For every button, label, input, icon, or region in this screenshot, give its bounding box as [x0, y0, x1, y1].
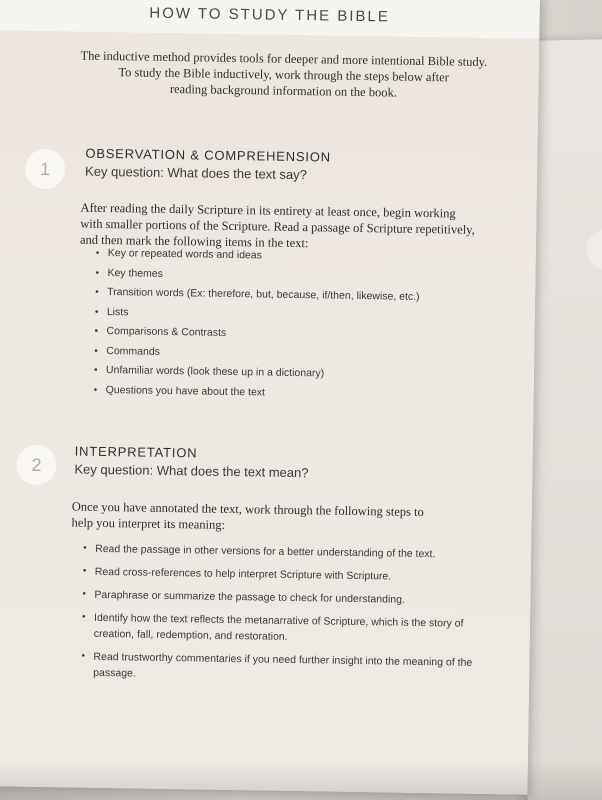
- list-item: • Commands: [94, 341, 419, 366]
- page-header: [0, 0, 540, 39]
- paragraph-line: and then mark the following items in the text:: [79, 232, 309, 251]
- bullet-icon: •: [93, 384, 98, 396]
- intro-line: reading background information on the book.: [169, 81, 398, 100]
- page-title: HOW TO STUDY THE BIBLE: [149, 4, 390, 26]
- bullet-icon: •: [82, 611, 86, 623]
- bullet-icon: •: [94, 345, 98, 357]
- paragraph-line: After reading the daily Scripture in its entirety at least once, begin working: [80, 200, 456, 221]
- paragraph-line: Once you have annotated the text, work through the following steps to: [71, 499, 424, 520]
- paragraph-line: with smaller portions of the Scripture. Read a passage of Scripture repetitively,: [80, 216, 475, 237]
- key-question-interpretation: Key question: What does the text mean?: [74, 461, 309, 481]
- bullet-icon: •: [93, 364, 98, 376]
- list-item: • Paraphrase or summarize the passage to check for understanding.: [82, 588, 406, 606]
- bullet-icon: •: [95, 267, 100, 279]
- key-question-observation: Key question: What does the text say?: [84, 163, 308, 183]
- intro-paragraph: [73, 47, 494, 102]
- list-item: • Unfamiliar words (look these up in a dictionary): [94, 361, 419, 386]
- list-item: • Questions you have about the text: [94, 380, 419, 405]
- list-item: • Transition words (Ex: therefore, but, because, if/then, likewise, etc.): [95, 283, 420, 308]
- next-page-circle: [586, 229, 602, 270]
- section-title-observation: OBSERVATION & COMPREHENSION: [85, 145, 332, 165]
- list-item: • Key or repeated words and ideas: [96, 244, 421, 269]
- interpretation-list: [81, 541, 475, 694]
- list-item: • Read the passage in other versions for a better understanding of the text.: [83, 542, 436, 561]
- bullet-icon: •: [82, 588, 87, 600]
- section-title-interpretation: INTERPRETATION: [74, 443, 198, 461]
- bullet-icon: •: [95, 286, 99, 298]
- step-number-1: 1: [25, 149, 66, 190]
- observation-list: [94, 244, 421, 405]
- intro-line: The inductive method provides tools for deeper and more intentional Bible study.: [80, 48, 488, 69]
- list-item: • Key themes: [95, 263, 420, 288]
- bullet-icon: •: [81, 650, 86, 662]
- list-item: • Identify how the text reflects the metanarrative of Scripture, which is the story of creation, fall, redemption, and restoration.: [82, 611, 464, 643]
- table-shadow: [0, 760, 602, 800]
- list-item: • Read cross-references to help interpret Scripture with Scripture.: [82, 565, 392, 583]
- bullet-icon: •: [95, 247, 100, 259]
- step-number-2: 2: [16, 445, 57, 486]
- paragraph-line: help you interpret its meaning:: [71, 515, 226, 532]
- bullet-icon: •: [94, 306, 99, 318]
- bullet-icon: •: [82, 565, 87, 577]
- list-item: • Lists: [95, 302, 420, 327]
- interpretation-paragraph: [71, 499, 423, 537]
- bullet-icon: •: [83, 542, 87, 554]
- intro-line: To study the Bible inductively, work through the steps below after: [118, 65, 449, 85]
- list-item: • Comparisons & Contrasts: [94, 322, 419, 347]
- bullet-icon: •: [94, 325, 99, 337]
- list-item: • Read trustworthy commentaries if you need further insight into the meaning of the passage.: [81, 650, 473, 680]
